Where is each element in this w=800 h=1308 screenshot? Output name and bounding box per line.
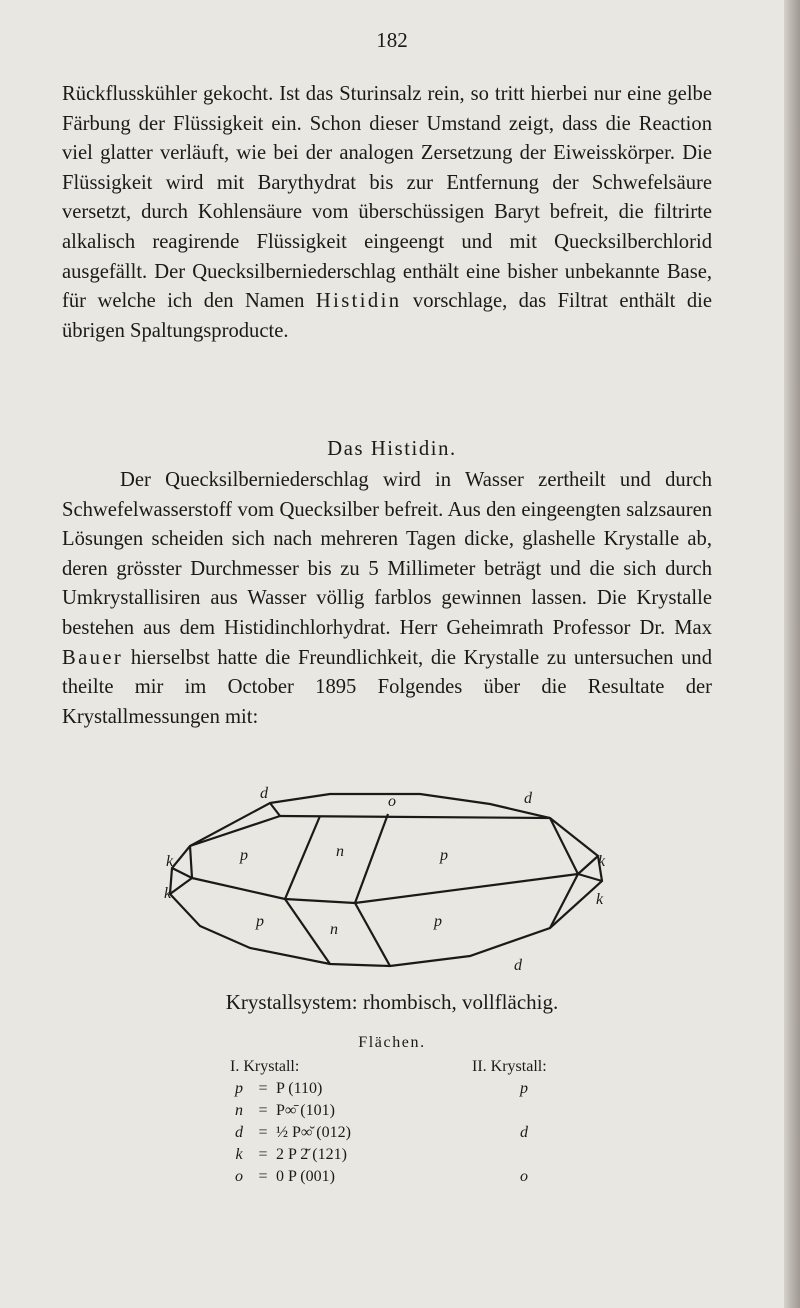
label-d-bottom: d: [514, 957, 522, 974]
edge-vert-2: [355, 814, 388, 903]
label-o: o: [388, 793, 396, 810]
label-k-right-upper: k: [598, 853, 606, 870]
label-d-right: d: [524, 790, 532, 807]
paragraph-2-text: Der Quecksilberniederschlag wird in Wasser zertheilt und durch Schwefelwasserstoff vom Quecksilber befreit. Aus den eingeengten salzsauren Lösungen scheiden sich nach mehreren Tagen dicke, glashelle Krystalle ab, deren grösster Durchmesser bis zu 5 Millimeter beträgt und die sich durch Umkrystallisiren aus Wasser völlig farblos gewinnen lassen. Die Krystalle bestehen aus dem Histidinchlorhydrat. Herr Geheimrath Professor Dr. Max: [62, 469, 712, 639]
form-symbol: d: [235, 1124, 243, 1141]
edge-vert-1: [285, 816, 320, 899]
label-k-left-lower: k: [164, 885, 172, 902]
histidin-name: Histidin: [315, 290, 402, 313]
edge-middle-3: [355, 874, 578, 903]
form-row: [228, 1122, 351, 1144]
crystal-2-form: [520, 1144, 528, 1166]
crystal-2-form: d: [520, 1124, 528, 1141]
paragraph-1-end: vorschlage, das Filtrat enthält die übrigen Spaltungsproducte.: [62, 290, 712, 342]
section-heading: Das Histidin.: [327, 438, 457, 460]
edge-left-k3: [190, 846, 192, 878]
form-equals: =: [258, 1080, 268, 1097]
form-symbol: p: [235, 1080, 243, 1097]
form-equals: =: [258, 1146, 268, 1163]
label-p4: p: [434, 913, 442, 930]
form-equals: =: [258, 1124, 268, 1141]
crystal-figure: [150, 776, 620, 986]
form-equals: =: [258, 1102, 268, 1119]
form-row: [228, 1078, 351, 1100]
label-p2: p: [440, 847, 448, 864]
crystal-2-form: [520, 1100, 528, 1122]
label-d-top: d: [260, 785, 268, 802]
edge-vert-3: [285, 899, 330, 964]
edge-vert-4: [355, 903, 390, 966]
edge-top-back: [270, 803, 280, 816]
form-row: [228, 1100, 351, 1122]
faces-title: Flächen.: [358, 1034, 426, 1051]
form-symbol: k: [235, 1146, 243, 1163]
paragraph-1-text: Rückflusskühler gekocht. Ist das Sturinsalz rein, so tritt hierbei nur eine gelbe Färbung der Flüssigkeit ein. Schon dieser Umstand zeigt, dass die Reaction viel glatter verläuft, wie bei der analogen Zersetzung der Eiweisskörper. Die Flüssigkeit wird mit Barythydrat bis zur Entfernung der Schwefelsäure versetzt, durch Kohlensäure vom überschüssigen Baryt befreit, die filtrirte alkalisch reagirende Flüssigkeit eingeengt und mit Quecksilberchlorid ausgefällt. Der Quecksilberniederschlag enthält eine bisher unbekannte Base, für welche ich den Namen: [62, 83, 712, 313]
form-expression: 0 P (001): [276, 1168, 335, 1185]
crystal-drawing: [150, 776, 620, 986]
edge-left-upper: [190, 816, 280, 846]
label-k-left-upper: k: [166, 853, 174, 870]
edge-middle-1: [192, 878, 285, 899]
crystal-1-header: I. Krystall:: [230, 1058, 300, 1075]
label-k-right-lower: k: [596, 891, 604, 908]
paragraph-2: [62, 466, 712, 732]
form-equals: =: [258, 1168, 268, 1185]
edge-bottom-right: [550, 874, 578, 928]
page-number: 182: [376, 28, 408, 52]
edge-right-k3: [550, 818, 578, 874]
label-p3: p: [256, 913, 264, 930]
crystal-2-form: o: [520, 1168, 528, 1185]
form-row: [228, 1144, 351, 1166]
label-n2: n: [330, 921, 338, 938]
form-expression: ½ P∞̆ (012): [276, 1124, 351, 1141]
form-expression: P (110): [276, 1080, 323, 1097]
form-expression: P∞̄ (101): [276, 1102, 335, 1119]
form-expression: 2 P 2̆ (121): [276, 1146, 347, 1163]
crystal-2-form: p: [520, 1080, 528, 1097]
form-row: [228, 1166, 351, 1188]
label-n1: n: [336, 843, 344, 860]
page-edge: [784, 0, 800, 1308]
crystal-1-forms: [228, 1078, 351, 1188]
edge-right-k2: [578, 874, 602, 881]
edge-left-k2: [170, 878, 192, 894]
figure-caption: Krystallsystem: rhombisch, vollflächig.: [225, 990, 559, 1014]
bauer-name: Bauer: [62, 646, 124, 669]
crystal-2-forms: [520, 1078, 528, 1188]
edge-middle-2: [285, 899, 355, 903]
form-symbol: n: [235, 1102, 243, 1119]
crystal-2-header: II. Krystall:: [472, 1058, 547, 1075]
edge-right-k: [578, 856, 598, 874]
label-p1: p: [240, 847, 248, 864]
form-symbol: o: [235, 1168, 243, 1185]
paragraph-1: [62, 80, 712, 346]
paragraph-2-end: hierselbst hatte die Freundlichkeit, die Krystalle zu untersuchen und theilte mir im October 1895 Folgendes über die Resultate der Krystallmessungen mit:: [62, 646, 712, 728]
edge-left-k: [172, 868, 192, 878]
